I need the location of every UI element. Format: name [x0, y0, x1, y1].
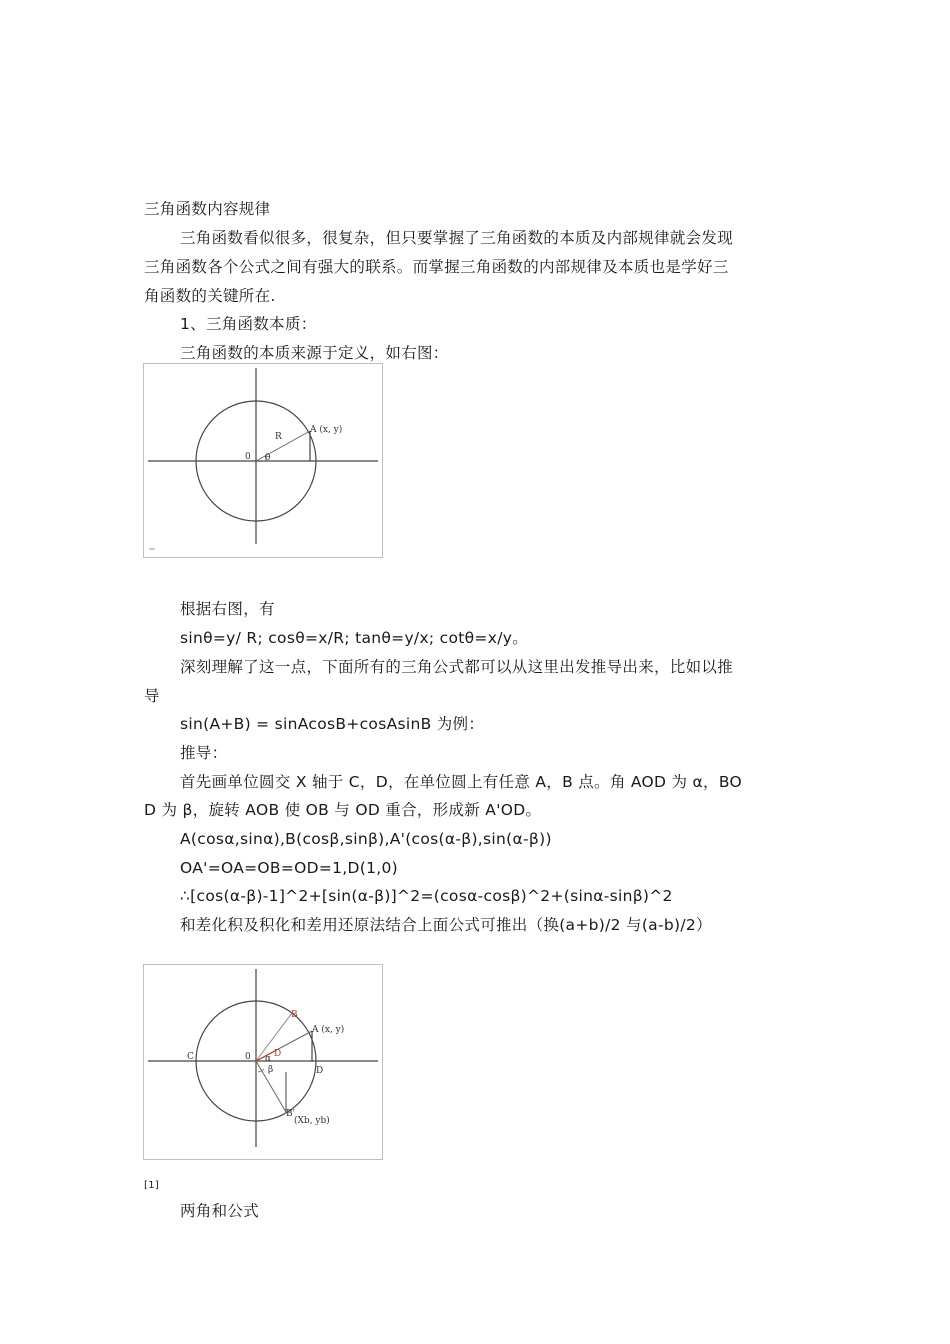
figure-2-bprime-label: B': [286, 1109, 296, 1119]
figure-2-beta-label: β: [268, 1065, 274, 1075]
figure-2-inner-d-label: D: [274, 1049, 282, 1059]
deep-paragraph-line-1: 深刻理解了这一点，下面所有的三角公式都可以从这里出发推导出来，比如以推: [180, 658, 734, 676]
page-title: 三角函数内容规律: [144, 200, 271, 218]
footnote-marker: [1]: [144, 1180, 160, 1191]
figure-2-c-label: C: [187, 1052, 194, 1062]
figure-2-d-label: D: [316, 1066, 324, 1076]
section-1-text: 三角函数的本质来源于定义，如右图：: [180, 344, 449, 362]
figure-1-point-label: A (x, y): [310, 425, 343, 435]
figure-1-origin-label: 0: [245, 452, 251, 462]
next-section-heading: 两角和公式: [180, 1202, 260, 1220]
figure-1-theta-label: θ: [265, 453, 271, 463]
step-paragraph-line-1: 首先画单位圆交 X 轴于 C，D，在单位圆上有任意 A，B 点。角 AOD 为 α，BO: [180, 773, 742, 791]
equation-formula: ∴[cos(α-β)-1]^2+[sin(α-β)]^2=(cosα-cosβ)^2+(sinα-sinβ)^2: [180, 887, 673, 905]
according-text: 根据右图，有: [180, 600, 275, 618]
figure-2-alpha-label: α: [265, 1054, 272, 1064]
figure-2-a-label: A (x, y): [312, 1025, 345, 1035]
figure-2-b-label: B: [291, 1010, 298, 1020]
derivation-heading: 推导：: [180, 744, 228, 762]
figure-1-radius-label: R: [275, 432, 282, 442]
intro-paragraph-line-3: 角函数的关键所在.: [144, 287, 276, 305]
intro-paragraph-line-1: 三角函数看似很多，很复杂，但只要掌握了三角函数的本质及内部规律就会发现: [180, 229, 734, 247]
unit-circle-figure-2: [143, 964, 383, 1160]
unit-circle-figure-1: [143, 363, 383, 558]
coordinates-formula: A(cosα,sinα),B(cosβ,sinβ),A'(cos(α-β),sin(α-β)): [180, 830, 552, 848]
conclusion-text: 和差化积及积化和差用还原法结合上面公式可推出（换(a+b)/2 与(a-b)/2）: [180, 916, 712, 934]
figure-2-bprime-coords-label: (Xb, yb): [294, 1116, 330, 1126]
step-paragraph-line-2: D 为 β，旋转 AOB 使 OB 与 OD 重合，形成新 A'OD。: [144, 801, 542, 819]
intro-paragraph-line-2: 三角函数各个公式之间有强大的联系。而掌握三角函数的内部规律及本质也是学好三: [144, 258, 729, 276]
example-formula: sin(A+B) = sinAcosB+cosAsinB 为例：: [180, 715, 485, 733]
section-1-heading: 1、三角函数本质：: [180, 315, 317, 333]
figure-2-origin-label: 0: [245, 1052, 251, 1062]
distances-formula: OA'=OA=OB=OD=1,D(1,0): [180, 859, 399, 877]
deep-paragraph-line-2: 导: [144, 687, 160, 705]
definitions-formula: sinθ=y/ R; cosθ=x/R; tanθ=y/x; cotθ=x/y。: [180, 629, 528, 647]
